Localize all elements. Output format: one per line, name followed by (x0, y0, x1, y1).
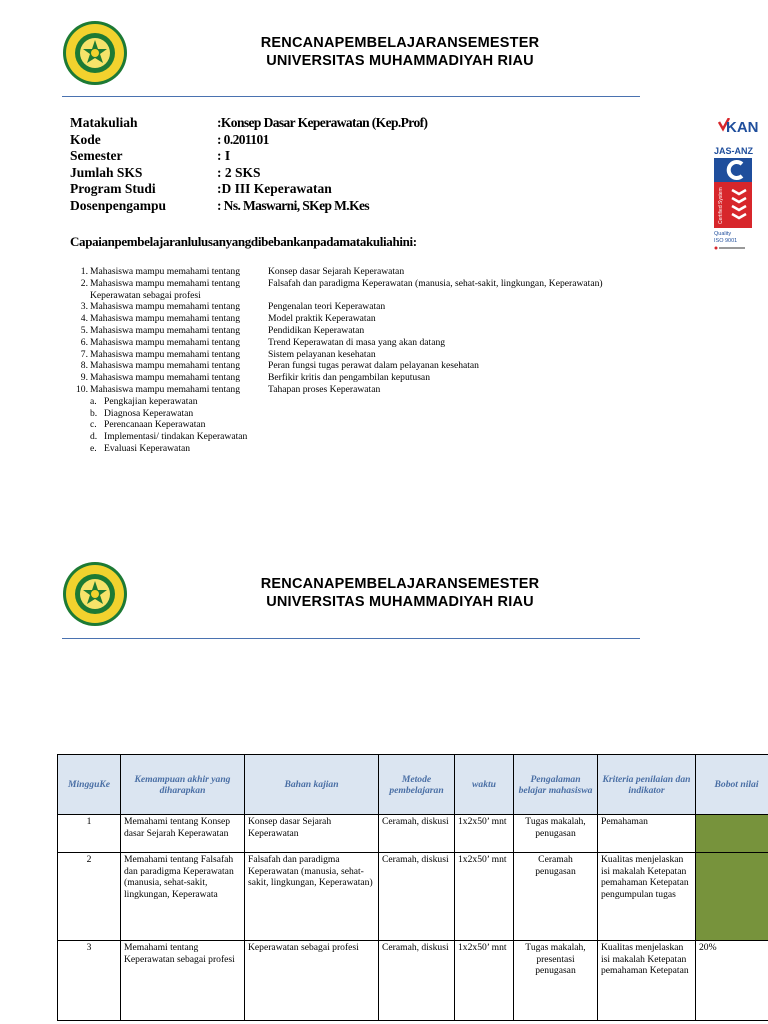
outcome-topic: Konsep dasar Sejarah Keperawatan (268, 266, 405, 277)
col-header-bahan: Bahan kajian (245, 755, 379, 815)
cell-kemampuan: Memahami tentang Keperawatan sebagai profesi (121, 941, 245, 1021)
subitem-letter: b. (90, 407, 98, 419)
outcome-item (74, 278, 674, 290)
cell-kemampuan: Memahami tentang Konsep dasar Sejarah Keperawatan (121, 815, 245, 853)
col-header-pengalaman: Pengalaman belajar mahasiswa (514, 755, 598, 815)
outcome-number: 7. (80, 348, 88, 360)
header-title-line1: RENCANAPEMBELAJARANSEMESTER (260, 576, 540, 592)
cell-waktu: 1x2x50’ mnt (455, 815, 514, 853)
cell-week: 3 (58, 941, 121, 1021)
course-info-label: Matakuliah (70, 115, 138, 130)
table-row (58, 815, 768, 853)
outcome-item (74, 313, 674, 325)
subitem-text: Diagnosa Keperawatan (104, 407, 194, 419)
cell-week: 1 (58, 815, 121, 853)
outcome-prefix: Mahasiswa mampu memahami tentang (90, 372, 240, 384)
outcome-number: 3. (80, 301, 88, 313)
outcome-item (74, 337, 674, 349)
outcome-topic: Peran fungsi tugas perawat dalam pelayanan kesehatan (268, 360, 479, 372)
outcome-item (74, 349, 674, 361)
subitem-letter: a. (90, 395, 97, 407)
header-title-line2: UNIVERSITAS MUHAMMADIYAH RIAU (266, 53, 534, 69)
col-header-week: MingguKe (58, 755, 121, 815)
course-info-value: : Ns. Maswarni, SKep M.Kes (217, 197, 370, 213)
outcome-item (74, 384, 674, 396)
outcome-prefix: Mahasiswa mampu memahami tentang (90, 266, 240, 277)
capaian-heading: Capaianpembelajaranlulusanyangdibebankanpadamatakuliahini: (70, 234, 417, 249)
outcome-prefix: Mahasiswa mampu memahami tentang (90, 277, 240, 289)
outcome-number: 4. (80, 313, 88, 325)
outcome-number: 8. (80, 360, 88, 372)
outcome-prefix: Mahasiswa mampu memahami tentang (90, 313, 240, 325)
table-row (58, 853, 768, 941)
outcome-prefix: Mahasiswa mampu memahami tentang (90, 301, 240, 313)
learning-outcomes-list (74, 266, 674, 455)
header-title-line1: RENCANAPEMBELAJARANSEMESTER (260, 35, 540, 51)
course-info-label: Dosenpengampu (70, 197, 167, 213)
outcome-topic: Sistem pelayanan kesehatan (268, 348, 376, 360)
outcome-topic: Pendidikan Keperawatan (268, 324, 365, 336)
cert-certified-text: Certified System (718, 187, 724, 224)
outcome-item (74, 266, 674, 278)
subitem-text: Perencanaan Keperawatan (104, 419, 206, 431)
col-header-kriteria: Kriteria penilaian dan indikator (598, 755, 696, 815)
outcome-topic: Trend Keperawatan di masa yang akan datang (268, 336, 446, 348)
outcome-number: 9. (80, 372, 88, 384)
outcome-prefix: Mahasiswa mampu memahami tentang (90, 348, 240, 360)
outcome-continuation-text: Keperawatan sebagai profesi (90, 289, 201, 301)
course-info-label: Kode (70, 131, 101, 147)
header-divider (62, 96, 640, 97)
outcome-number: 10. (76, 383, 88, 395)
cell-bahan: Keperawatan sebagai profesi (245, 941, 379, 1021)
university-logo (62, 20, 128, 86)
outcome-prefix: Mahasiswa mampu memahami tentang (90, 336, 240, 348)
rps-table (57, 754, 768, 1021)
cell-bobot: 20% (696, 941, 768, 1021)
cell-metode: Ceramah, diskusi (379, 941, 455, 1021)
cell-bobot (696, 853, 768, 941)
course-info-value: : 0.201101 (217, 131, 269, 147)
outcome-number: 6. (80, 336, 88, 348)
course-info-label: Semester (70, 148, 123, 163)
cell-kriteria: Kualitas menjelaskan isi makalah Ketepatan pemahaman Ketepatan (598, 941, 696, 1021)
header-title-line2: UNIVERSITAS MUHAMMADIYAH RIAU (266, 594, 534, 610)
outcome-number: 2. (80, 277, 88, 289)
course-info-label: Jumlah SKS (70, 164, 143, 180)
outcome-number: 1. (80, 266, 88, 277)
cell-waktu: 1x2x50’ mnt (455, 853, 514, 941)
col-header-waktu: waktu (455, 755, 514, 815)
outcome-item (74, 372, 674, 384)
header-divider (62, 638, 640, 639)
certification-badge (712, 118, 768, 258)
cell-pengalaman: Ceramah penugasan (514, 853, 598, 941)
cell-bahan: Konsep dasar Sejarah Keperawatan (245, 815, 379, 853)
course-info-value: : I (217, 148, 231, 163)
cell-kriteria: Kualitas menjelaskan isi makalah Ketepatan pemahaman Ketepatan pengumpulan tugas (598, 853, 696, 941)
outcome-continuation (74, 290, 674, 302)
cert-iso-text: ISO 9001 (714, 238, 738, 244)
outcome-topic: Falsafah dan paradigma Keperawatan (manusia, sehat-sakit, lingkungan, Keperawatan) (268, 277, 603, 289)
cell-kriteria: Pemahaman (598, 815, 696, 853)
course-info-label: Program Studi (70, 181, 156, 196)
table-header-row (58, 755, 768, 815)
outcome-prefix: Mahasiswa mampu memahami tentang (90, 383, 240, 395)
subitem-letter: c. (90, 419, 97, 431)
university-logo (62, 561, 128, 627)
cell-waktu: 1x2x50’ mnt (455, 941, 514, 1021)
cell-bobot (696, 815, 768, 853)
subitem-text: Evaluasi Keperawatan (104, 442, 191, 454)
col-header-metode: Metode pembelajaran (379, 755, 455, 815)
cert-jas-text: JAS-ANZ (714, 146, 754, 156)
cell-pengalaman: Tugas makalah, penugasan (514, 815, 598, 853)
cell-kemampuan: Memahami tentang Falsafah dan paradigma Keperawatan (manusia, sehat-sakit, lingkungan, Keperawata (121, 853, 245, 941)
course-info-value: : 2 SKS (217, 164, 261, 180)
table-row (58, 941, 768, 1021)
cell-metode: Ceramah, diskusi (379, 815, 455, 853)
outcome-prefix: Mahasiswa mampu memahami tentang (90, 324, 240, 336)
cert-quality-text: Quality (714, 231, 732, 237)
cert-kan-text: KAN (726, 119, 759, 136)
cell-metode: Ceramah, diskusi (379, 853, 455, 941)
outcome-item (74, 360, 674, 372)
subitem-text: Pengkajian keperawatan (104, 395, 198, 407)
cell-week: 2 (58, 853, 121, 941)
cell-bahan: Falsafah dan paradigma Keperawatan (manusia, sehat-sakit, lingkungan, Keperawatan) (245, 853, 379, 941)
col-header-bobot: Bobot nilai (696, 755, 768, 815)
subitem-letter: e. (90, 442, 97, 454)
outcome-topic: Berfikir kritis dan pengambilan keputusan (268, 372, 430, 384)
subitem-text: Implementasi/ tindakan Keperawatan (104, 431, 248, 443)
outcome-topic: Model praktik Keperawatan (268, 313, 376, 325)
cell-pengalaman: Tugas makalah, presentasi penugasan (514, 941, 598, 1021)
col-header-kemampuan: Kemampuan akhir yang diharapkan (121, 755, 245, 815)
outcome-number: 5. (80, 324, 88, 336)
course-info-value: :D III Keperawatan (217, 181, 332, 196)
subitem-letter: d. (90, 431, 98, 443)
outcome-item (74, 325, 674, 337)
outcome-topic: Tahapan proses Keperawatan (268, 383, 381, 395)
course-info-value: :Konsep Dasar Keperawatan (Kep.Prof) (217, 115, 428, 130)
outcome-prefix: Mahasiswa mampu memahami tentang (90, 360, 240, 372)
outcome-item (74, 301, 674, 313)
outcome-topic: Pengenalan teori Keperawatan (268, 301, 386, 313)
